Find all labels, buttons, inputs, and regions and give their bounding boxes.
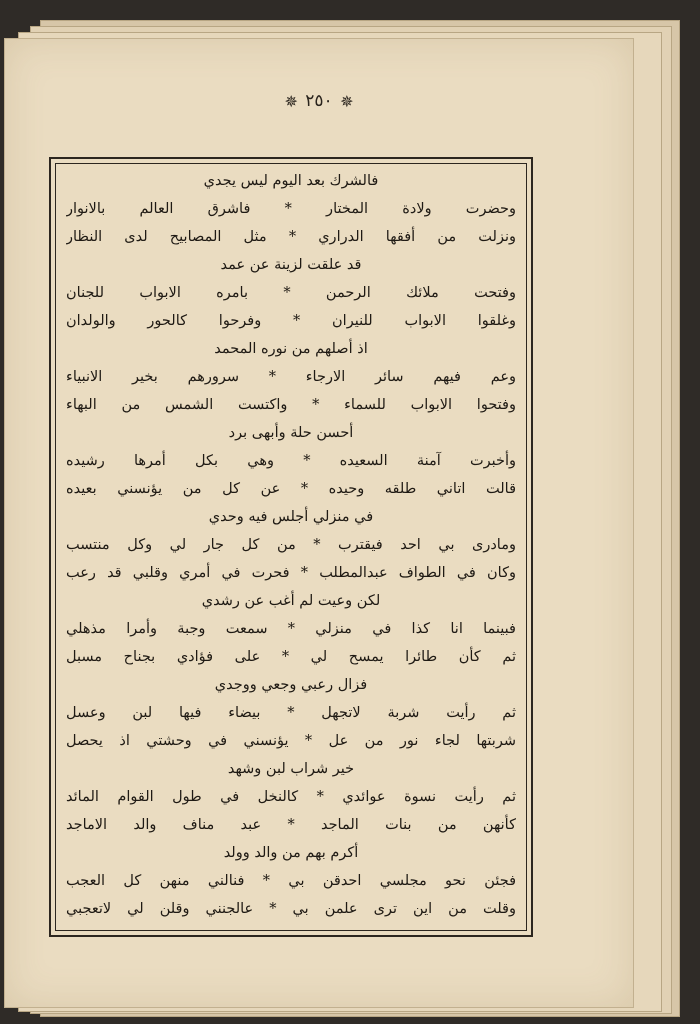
poem-refrain-line: فزال رعبي وجعي ووجدي	[214, 677, 368, 693]
poem-verse-line: وعم فيهم سائر الارجاء * سرورهم بخير الانبياء	[66, 369, 516, 385]
poem-refrain-line: لكن وعيت لم أغب عن رشدي	[201, 593, 381, 609]
poem-refrain-line: اذ أصلهم من نوره المحمد	[214, 341, 368, 357]
poem-verse-line: ثم كأن طائرا يمسح لي * على فؤادي بجناح مسبل	[66, 649, 516, 665]
poem-body	[66, 164, 516, 930]
poem-verse-line: ومادرى بي احد فيقترب * من كل جار لي وكل منتسب	[66, 537, 516, 553]
poem-verse-line: ونزلت من أفقها الدراري * مثل المصابيح لدى النظار	[66, 229, 516, 245]
poem-verse-line: شربتها لجاء نور من عل * يؤنسني في وحشتي اذ يحصل	[66, 733, 516, 749]
poem-verse-line: كأنهن من بنات الماجد * عبد مناف والد الاماجد	[66, 817, 516, 833]
poem-refrain-line: في منزلي أجلس فيه وحدي	[208, 509, 374, 525]
page-number	[5, 91, 633, 111]
poem-verse-line: ثم رأيت نسوة عوائدي * كالنخل في طول القوام المائد	[66, 789, 516, 805]
poem-verse-line: وحضرت ولادة المختار * فاشرق العالم بالانوار	[66, 201, 516, 217]
poem-refrain-line: قد علقت لزينة عن عمد	[220, 257, 362, 273]
poem-refrain-line: أحسن حلة وأبهى برد	[228, 425, 354, 441]
poem-verse-line: وغلقوا الابواب للنيران * وفرحوا كالحور والولدان	[66, 313, 516, 329]
book-page	[4, 38, 634, 1008]
poem-verse-line: وكان في الطواف عبدالمطلب * فحرت في أمري وقلبي قد رعب	[66, 565, 516, 581]
poem-refrain-line: خير شراب لبن وشهد	[227, 761, 355, 777]
poem-verse-line: وأخبرت آمنة السعيده * وهي بكل أمرها رشيده	[66, 453, 516, 469]
poem-verse-line: قالت اتاني طلقه وحيده * عن كل من يؤنسني بعيده	[66, 481, 516, 497]
text-frame-inner	[55, 163, 527, 931]
poem-verse-line: وفتحوا الابواب للسماء * واكتست الشمس من البهاء	[66, 397, 516, 413]
poem-verse-line: وقلت من اين ترى علمن بي * عالجنني وقلن لي لاتعجبي	[66, 901, 516, 917]
poem-verse-line: فجئن نحو مجلسي احدقن بي * فنالني منهن كل العجب	[66, 873, 516, 889]
text-frame	[49, 157, 533, 937]
star-ornament-icon: ✵	[284, 92, 298, 111]
poem-refrain-line: أكرم بهم من والد وولد	[223, 845, 359, 861]
poem-verse-line: فبينما انا كذا في منزلي * سمعت وجبة وأمرا مذهلي	[66, 621, 516, 637]
poem-verse-line: وفتحت ملائك الرحمن * بامره الابواب للجنان	[66, 285, 516, 301]
poem-verse-line: ثم رأيت شربة لاتجهل * بيضاء فيها لبن وعسل	[66, 705, 516, 721]
poem-refrain-line: فالشرك بعد اليوم ليس يجدي	[203, 173, 379, 189]
page-number-text: ٢٥٠	[305, 91, 333, 111]
star-ornament-icon: ✵	[340, 92, 354, 111]
